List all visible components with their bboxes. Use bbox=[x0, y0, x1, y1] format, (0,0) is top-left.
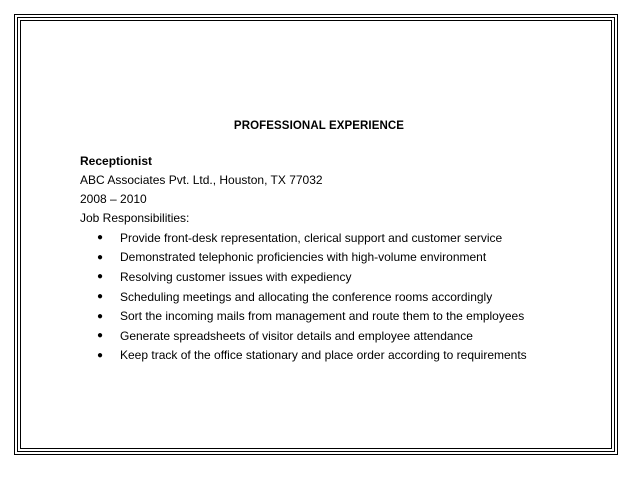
job-title: Receptionist bbox=[80, 154, 153, 168]
company-line: ABC Associates Pvt. Ltd., Houston, TX 77032 bbox=[80, 173, 323, 187]
list-item bbox=[97, 228, 527, 248]
bullet-icon: ● bbox=[97, 310, 104, 322]
employment-dates: 2008 – 2010 bbox=[80, 192, 147, 206]
section-heading: PROFESSIONAL EXPERIENCE bbox=[233, 120, 405, 132]
bullet-icon: ● bbox=[97, 251, 104, 263]
list-item-text: Scheduling meetings and allocating the conference rooms accordingly bbox=[120, 289, 493, 304]
bullet-icon: ● bbox=[97, 330, 104, 342]
list-item-text: Demonstrated telephonic proficiencies with high-volume environment bbox=[120, 250, 487, 265]
bullet-icon: ● bbox=[97, 349, 104, 361]
job-entry bbox=[80, 152, 323, 228]
list-item-text: Generate spreadsheets of visitor details and employee attendance bbox=[120, 328, 473, 343]
bullet-icon: ● bbox=[97, 291, 104, 303]
list-item-text: Sort the incoming mails from management and route them to the employees bbox=[120, 309, 525, 324]
list-item bbox=[97, 346, 527, 366]
list-item-text: Resolving customer issues with expediency bbox=[120, 269, 352, 284]
bullet-icon: ● bbox=[97, 271, 104, 283]
list-item bbox=[97, 306, 527, 326]
list-item-text: Keep track of the office stationary and place order according to requirements bbox=[120, 348, 527, 363]
list-item bbox=[97, 267, 527, 287]
list-item-text: Provide front-desk representation, clerical support and customer service bbox=[120, 230, 503, 245]
bullet-icon: ● bbox=[97, 232, 104, 244]
list-item bbox=[97, 287, 527, 307]
responsibilities-list bbox=[97, 228, 527, 365]
list-item bbox=[97, 248, 527, 268]
responsibilities-label: Job Responsibilities: bbox=[80, 211, 190, 225]
list-item bbox=[97, 326, 527, 346]
